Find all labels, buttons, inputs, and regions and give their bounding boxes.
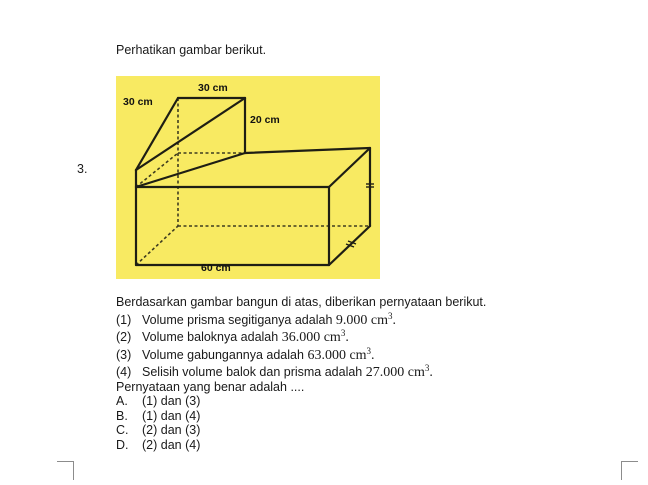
statement-text: Volume gabungannya adalah	[142, 347, 304, 362]
value-exponent: 3	[424, 363, 430, 373]
value-period: .	[429, 365, 433, 380]
statement-number: (4)	[116, 365, 132, 379]
question-intro: Perhatikan gambar berikut.	[116, 43, 267, 57]
value-exponent: 3	[366, 345, 372, 356]
option-letter: B.	[116, 408, 128, 423]
value-exponent: 3	[388, 310, 393, 321]
statement-2	[116, 329, 486, 347]
page-margin-corner-left	[57, 461, 74, 480]
statement-text: Volume baloknya adalah	[142, 330, 279, 344]
value-number: 27.000 cm	[365, 365, 425, 380]
statement-number: (3)	[116, 347, 132, 362]
label-box-length: 60 cm	[201, 262, 231, 274]
label-prism-top: 30 cm	[198, 82, 228, 94]
statement-value	[307, 347, 374, 365]
geometry-figure	[116, 76, 380, 279]
statement-number: (1)	[116, 312, 132, 327]
statement-value	[282, 329, 349, 347]
statement-text: Selisih volume balok dan prisma adalah	[142, 365, 363, 379]
option-text: (1) dan (4)	[142, 408, 201, 423]
statement-value	[366, 364, 433, 382]
value-number: 63.000 cm	[307, 347, 367, 363]
option-letter: A.	[116, 394, 128, 408]
statement-4	[116, 364, 486, 382]
value-number: 9.000 cm	[335, 312, 388, 328]
statement-1	[116, 312, 486, 330]
prism-and-box-drawing	[116, 76, 380, 279]
option-text: (2) dan (3)	[142, 423, 201, 437]
option-a[interactable]	[116, 394, 200, 409]
value-period: .	[345, 330, 349, 345]
statement-intro: Berdasarkan gambar bangun di atas, diberikan pernyataan berikut.	[116, 295, 487, 309]
option-d[interactable]	[116, 438, 200, 453]
label-prism-height: 20 cm	[250, 114, 280, 126]
option-c[interactable]	[116, 423, 200, 438]
page-margin-corner-right	[621, 461, 638, 480]
statements-block	[116, 294, 486, 382]
statement-value	[336, 312, 396, 330]
value-exponent: 3	[340, 328, 346, 338]
answer-options	[116, 394, 200, 452]
value-period: .	[392, 312, 396, 328]
statement-3	[116, 347, 486, 365]
option-letter: D.	[116, 437, 129, 452]
label-prism-slant: 30 cm	[123, 96, 153, 108]
option-text: (2) dan (4)	[142, 437, 201, 452]
option-text: (1) dan (3)	[142, 394, 201, 408]
answer-prompt: Pernyataan yang benar adalah ....	[116, 380, 305, 394]
value-period: .	[371, 347, 375, 363]
statement-number: (2)	[116, 330, 132, 344]
value-number: 36.000 cm	[281, 330, 341, 345]
option-b[interactable]	[116, 409, 200, 424]
option-letter: C.	[116, 423, 129, 437]
statement-text: Volume prisma segitiganya adalah	[142, 312, 333, 327]
question-number: 3.	[77, 162, 88, 176]
